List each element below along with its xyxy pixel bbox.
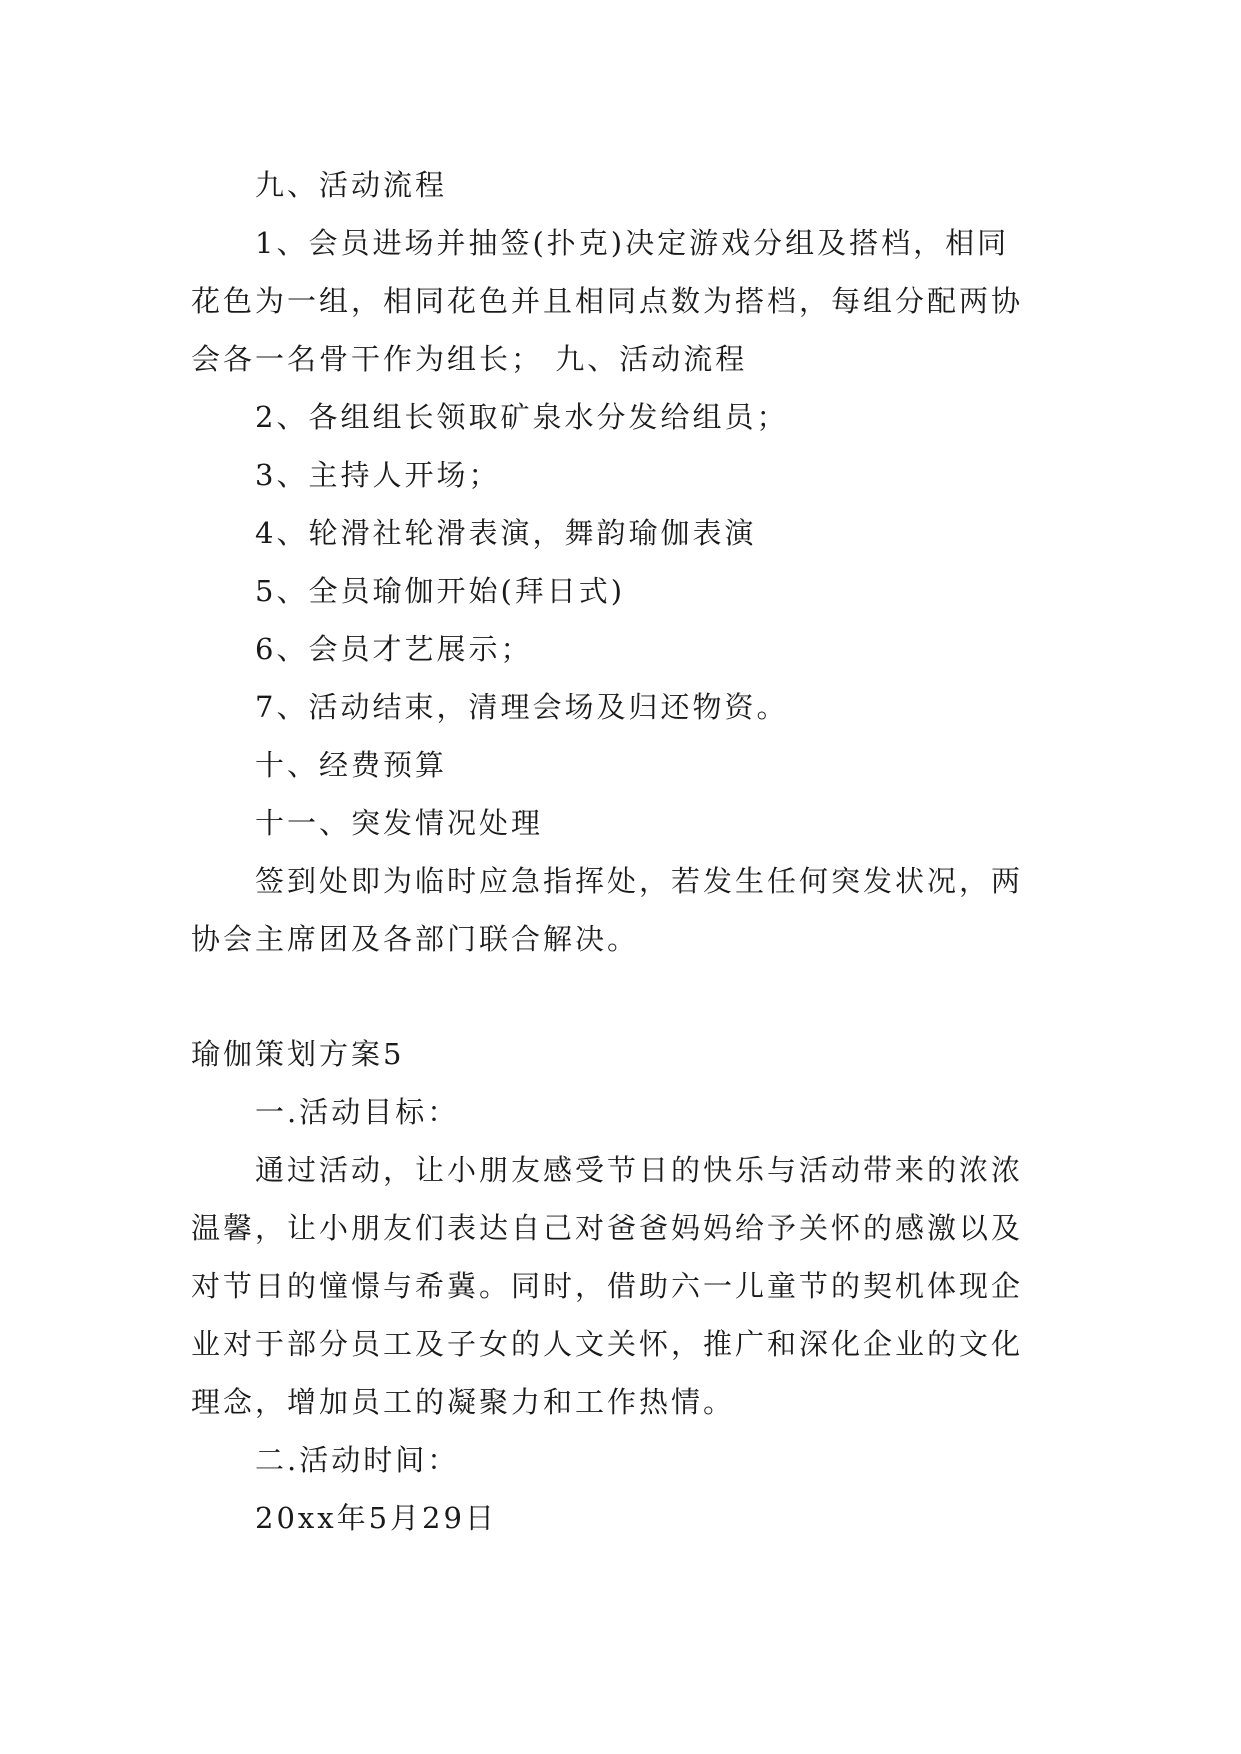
step-6: 6、会员才艺展示； [255, 632, 533, 666]
step-1-line-1: 1、会员进场并抽签(扑克)决定游戏分组及搭档，相同 [255, 226, 1010, 260]
section-ten-heading: 十、经费预算 [255, 748, 448, 782]
goal-line-5: 理念，增加员工的凝聚力和工作热情。 [191, 1385, 736, 1419]
step-7: 7、活动结束，清理会场及归还物资。 [255, 690, 789, 724]
goal-line-3: 对节日的憧憬与希冀。同时，借助六一儿童节的契机体现企 [191, 1269, 1024, 1303]
section-eleven-heading: 十一、突发情况处理 [255, 806, 544, 840]
time-heading: 二.活动时间： [255, 1443, 460, 1477]
step-3: 3、主持人开场； [255, 458, 501, 492]
goal-heading: 一.活动目标： [255, 1095, 460, 1129]
goal-line-4: 业对于部分员工及子女的人文关怀，推广和深化企业的文化 [191, 1327, 1024, 1361]
step-2: 2、各组组长领取矿泉水分发给组员； [255, 400, 789, 434]
goal-line-2: 温馨，让小朋友们表达自己对爸爸妈妈给予关怀的感激以及 [191, 1211, 1024, 1245]
section-eleven-body-line-2: 协会主席团及各部门联合解决。 [191, 922, 640, 956]
step-4: 4、轮滑社轮滑表演，舞韵瑜伽表演 [255, 516, 757, 550]
activity-date: 20xx年5月29日 [255, 1501, 497, 1535]
plan-5-title: 瑜伽策划方案5 [191, 1037, 405, 1071]
section-eleven-body-line-1: 签到处即为临时应急指挥处，若发生任何突发状况，两 [255, 864, 1024, 898]
step-1-line-2: 花色为一组，相同花色并且相同点数为搭档，每组分配两协 [191, 284, 1024, 318]
step-1-line-3: 会各一名骨干作为组长； 九、活动流程 [191, 342, 748, 376]
section-nine-heading: 九、活动流程 [255, 168, 448, 202]
step-5: 5、全员瑜伽开始(拜日式) [255, 574, 626, 608]
goal-line-1: 通过活动，让小朋友感受节日的快乐与活动带来的浓浓 [255, 1153, 1024, 1187]
